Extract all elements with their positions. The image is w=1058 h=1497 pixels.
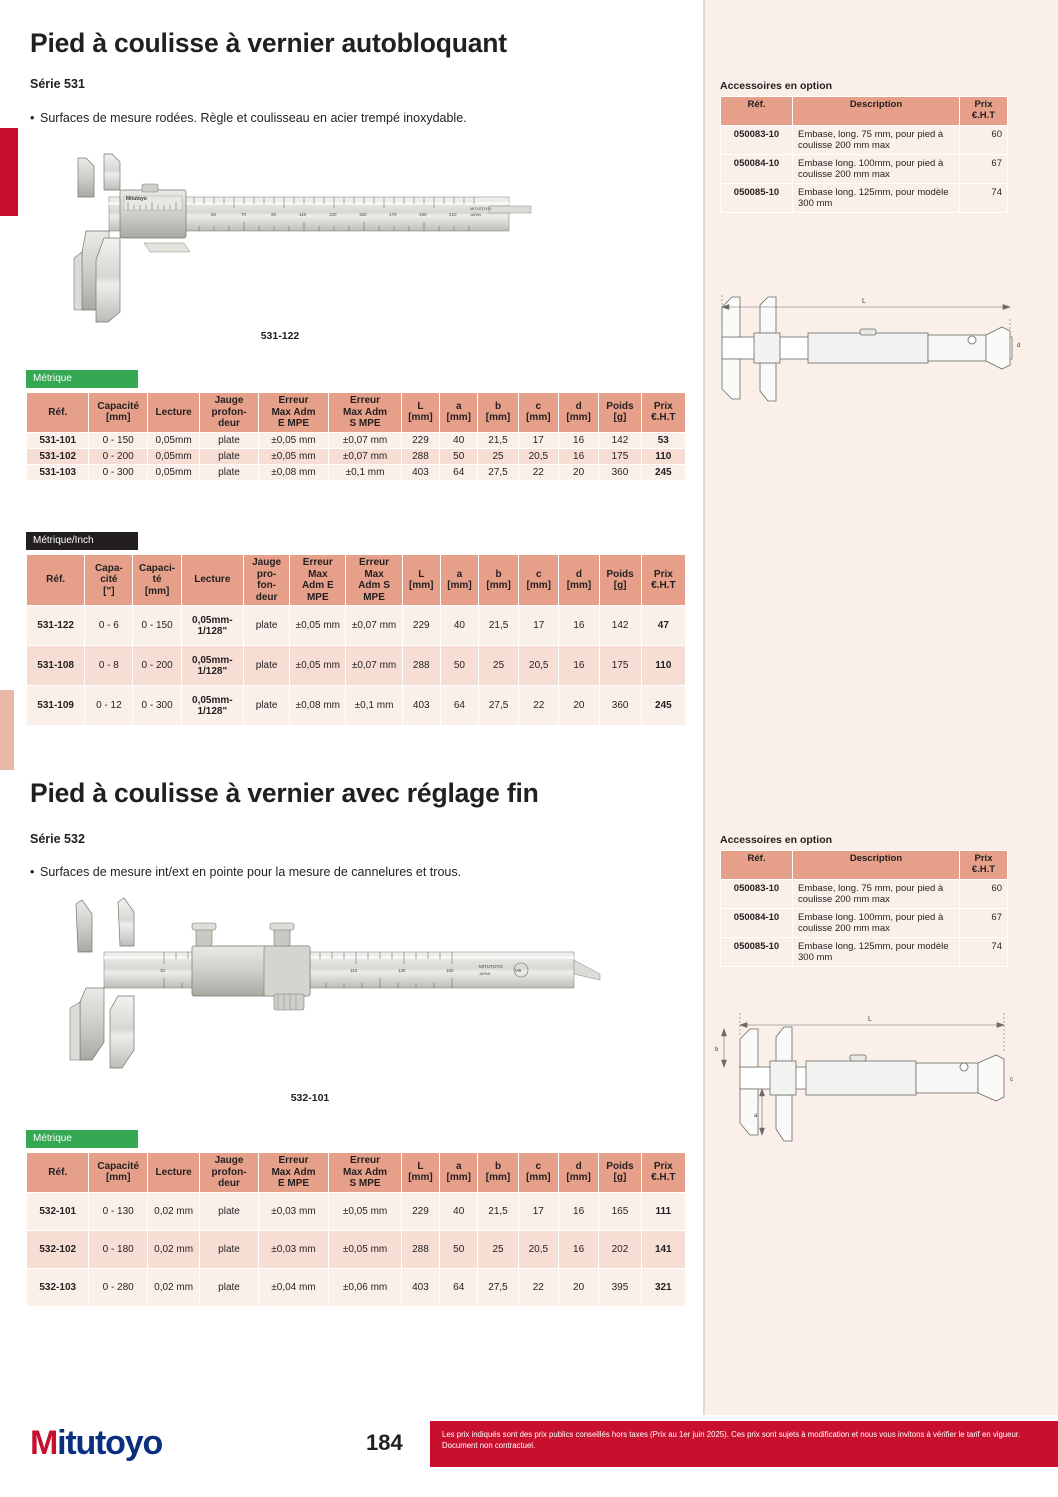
table-row (27, 1192, 686, 1230)
svg-text:170: 170 (389, 212, 397, 217)
bullet-text-2: Surfaces de mesure int/ext en pointe pour la mesure de cannelures et trous. (40, 865, 462, 879)
th-c: c [mm] (518, 1153, 558, 1193)
th-prix: Prix €.H.T (641, 555, 685, 606)
section-serie-2: Série 532 (30, 832, 85, 846)
cell-poids: 202 (599, 1230, 641, 1268)
cell-description: Embase long. 100mm, pour pied à coulisse 200 mm max (793, 154, 960, 183)
technical-drawing-532 (710, 1005, 1040, 1170)
cell-description: Embase, long. 75 mm, pour pied à coulisse 200 mm max (793, 125, 960, 154)
cell-c: 17 (518, 1192, 558, 1230)
cell-capacite-mm: 0 - 200 (133, 646, 181, 686)
cell-erreur-s: ±0,1 mm (329, 464, 402, 480)
cell-erreur-e: ±0,05 mm (290, 646, 346, 686)
cell-ref: 050083-10 (721, 879, 793, 908)
svg-text:210: 210 (449, 212, 457, 217)
cell-capacite: 0 - 280 (89, 1268, 147, 1306)
table-metric-531 (26, 392, 686, 481)
accessories-title-1: Accessoires en option (720, 80, 833, 92)
cell-lecture: 0,05mm-1/128" (181, 606, 243, 646)
cell-ref: 532-102 (27, 1230, 89, 1268)
svg-text:Mitutoyo: Mitutoyo (126, 196, 147, 202)
cell-c: 20,5 (519, 646, 559, 686)
cell-c: 17 (518, 432, 558, 448)
cell-erreur-s: ±0,06 mm (329, 1268, 402, 1306)
cell-poids: 165 (599, 1192, 641, 1230)
svg-text:190: 190 (419, 212, 427, 217)
logo-text: itutoyo (57, 1424, 163, 1462)
cell-poids: 175 (599, 646, 641, 686)
cell-jauge: plate (200, 1268, 258, 1306)
cell-L: 288 (401, 448, 439, 464)
svg-text:30: 30 (160, 968, 166, 973)
th-capacite-inch: Capa- cité ["] (85, 555, 133, 606)
cell-poids: 360 (599, 464, 641, 480)
cell-erreur-e: ±0,03 mm (258, 1230, 329, 1268)
cell-prix: 110 (641, 448, 685, 464)
cell-jauge: plate (200, 464, 258, 480)
cell-ref: 531-108 (27, 646, 85, 686)
cell-ref: 531-102 (27, 448, 89, 464)
th-b: b [mm] (478, 393, 518, 433)
th-ref: Réf. (721, 97, 793, 126)
cell-ref: 050083-10 (721, 125, 793, 154)
cell-a: 50 (440, 646, 478, 686)
cell-erreur-s: ±0,05 mm (329, 1192, 402, 1230)
cell-a: 40 (440, 1192, 478, 1230)
svg-text:150: 150 (359, 212, 367, 217)
cell-capacite: 0 - 300 (89, 464, 147, 480)
cell-b: 25 (478, 1230, 518, 1268)
svg-text:110: 110 (299, 212, 307, 217)
th-a: a [mm] (440, 1153, 478, 1193)
cell-b: 27,5 (478, 464, 518, 480)
cell-erreur-e: ±0,05 mm (258, 448, 329, 464)
th-L: L [mm] (401, 1153, 439, 1193)
table-row (27, 1230, 686, 1268)
th-erreur-e: Erreur Max Adm E MPE (290, 555, 346, 606)
cell-L: 288 (401, 1230, 439, 1268)
cell-prix: 245 (641, 686, 685, 726)
th-ref: Réf. (721, 851, 793, 880)
cell-b: 27,5 (479, 686, 519, 726)
cell-jauge: plate (243, 686, 289, 726)
th-capacite: Capacité [mm] (89, 393, 147, 433)
svg-text:130: 130 (398, 968, 406, 973)
th-c: c [mm] (518, 393, 558, 433)
cell-poids: 395 (599, 1268, 641, 1306)
th-erreur-e: Erreur Max Adm E MPE (258, 1153, 329, 1193)
cell-b: 21,5 (478, 432, 518, 448)
cell-d: 16 (559, 646, 599, 686)
svg-text:150: 150 (446, 968, 454, 973)
th-description: Description (793, 97, 960, 126)
th-erreur-s: Erreur Max Adm S MPE (329, 393, 402, 433)
tag-metric-2: Métrique (26, 1130, 138, 1148)
svg-text:50: 50 (211, 212, 217, 217)
product-photo-531-122 (34, 140, 534, 325)
cell-ref: 050085-10 (721, 183, 793, 212)
th-b: b [mm] (479, 555, 519, 606)
table-row (721, 154, 1008, 183)
th-lecture: Lecture (147, 393, 199, 433)
cell-b: 25 (479, 646, 519, 686)
image-caption-2: 532-101 (290, 1092, 330, 1104)
cell-ref: 531-101 (27, 432, 89, 448)
th-erreur-s: Erreur Max Adm S MPE (329, 1153, 402, 1193)
cell-prix: 321 (641, 1268, 685, 1306)
cell-prix: 74 (960, 937, 1008, 966)
th-c: c [mm] (519, 555, 559, 606)
cell-prix: 67 (960, 154, 1008, 183)
table-row (27, 448, 686, 464)
svg-text:130: 130 (329, 212, 337, 217)
th-ref: Réf. (27, 555, 85, 606)
cell-ref: 532-103 (27, 1268, 89, 1306)
cell-lecture: 0,02 mm (147, 1230, 199, 1268)
cell-d: 16 (558, 448, 598, 464)
th-lecture: Lecture (147, 1153, 199, 1193)
th-jauge: Jauge profon- deur (200, 1153, 258, 1193)
cell-prix: 67 (960, 908, 1008, 937)
cell-erreur-s: ±0,07 mm (329, 432, 402, 448)
dim-label-c: c (1010, 1077, 1013, 1083)
cell-d: 16 (558, 1230, 598, 1268)
cell-erreur-e: ±0,05 mm (258, 432, 329, 448)
table-header-row (27, 555, 686, 606)
cell-ref: 050085-10 (721, 937, 793, 966)
cell-prix: 110 (641, 646, 685, 686)
cell-erreur-e: ±0,04 mm (258, 1268, 329, 1306)
mitutoyo-logo: Mitutoyo (30, 1424, 163, 1462)
th-erreur-e: Erreur Max Adm E MPE (258, 393, 329, 433)
cell-b: 25 (478, 448, 518, 464)
cell-erreur-s: ±0,07 mm (329, 448, 402, 464)
cell-description: Embase long. 125mm, pour modèle 300 mm (793, 183, 960, 212)
cell-erreur-e: ±0,08 mm (258, 464, 329, 480)
cell-lecture: 0,02 mm (147, 1268, 199, 1306)
column-divider (703, 0, 705, 1415)
cell-description: Embase, long. 75 mm, pour pied à coulisse 200 mm max (793, 879, 960, 908)
cell-c: 20,5 (518, 448, 558, 464)
accessories-title-2: Accessoires en option (720, 834, 833, 846)
th-poids: Poids [g] (599, 393, 641, 433)
cell-capacite-inch: 0 - 12 (85, 686, 133, 726)
section-title-2: Pied à coulisse à vernier avec réglage fin (30, 778, 539, 808)
cell-d: 20 (558, 464, 598, 480)
cell-lecture: 0,05mm (147, 432, 199, 448)
cell-jauge: plate (200, 432, 258, 448)
cell-erreur-e: ±0,03 mm (258, 1192, 329, 1230)
cell-erreur-s: ±0,05 mm (329, 1230, 402, 1268)
th-jauge: Jauge profon- deur (200, 393, 258, 433)
cell-prix: 60 (960, 125, 1008, 154)
product-photo-532-101 (34, 890, 604, 1090)
th-prix: Prix €.H.T (960, 851, 1008, 880)
cell-jauge: plate (200, 1192, 258, 1230)
th-d: d [mm] (559, 555, 599, 606)
cell-a: 50 (440, 1230, 478, 1268)
table-row (27, 646, 686, 686)
table-row (721, 879, 1008, 908)
technical-drawing-531 (710, 285, 1040, 410)
dim-label-d: d (1017, 343, 1021, 349)
table-row (27, 464, 686, 480)
cell-ref: 531-103 (27, 464, 89, 480)
cell-d: 16 (559, 606, 599, 646)
svg-text:MITUTOYO: MITUTOYO (470, 206, 492, 211)
table-row (27, 686, 686, 726)
th-prix: Prix €.H.T (960, 97, 1008, 126)
cell-c: 22 (518, 1268, 558, 1306)
svg-text:MITUTOYO: MITUTOYO (479, 964, 503, 969)
left-secondary-tab (0, 690, 14, 770)
cell-ref: 050084-10 (721, 154, 793, 183)
cell-L: 403 (401, 1268, 439, 1306)
cell-jauge: plate (200, 1230, 258, 1268)
table-row (721, 937, 1008, 966)
table-row (27, 606, 686, 646)
dim-label-L: L (862, 298, 866, 305)
th-d: d [mm] (558, 393, 598, 433)
th-lecture: Lecture (181, 555, 243, 606)
th-jauge: Jauge pro- fon- deur (243, 555, 289, 606)
cell-lecture: 0,02 mm (147, 1192, 199, 1230)
cell-capacite-mm: 0 - 150 (133, 606, 181, 646)
cell-prix: 60 (960, 879, 1008, 908)
cell-jauge: plate (200, 448, 258, 464)
cell-L: 403 (402, 686, 440, 726)
cell-a: 64 (440, 464, 478, 480)
cell-erreur-s: ±0,1 mm (346, 686, 402, 726)
dim-label-a: a (754, 1113, 758, 1119)
cell-lecture: 0,05mm-1/128" (181, 646, 243, 686)
cell-capacite: 0 - 130 (89, 1192, 147, 1230)
th-L: L [mm] (402, 555, 440, 606)
cell-poids: 142 (599, 606, 641, 646)
cell-b: 21,5 (479, 606, 519, 646)
cell-c: 22 (519, 686, 559, 726)
dim-label-b: b (715, 1047, 719, 1053)
cell-erreur-s: ±0,07 mm (346, 606, 402, 646)
cell-jauge: plate (243, 646, 289, 686)
cell-ref: 531-122 (27, 606, 85, 646)
cell-L: 229 (401, 432, 439, 448)
th-a: a [mm] (440, 393, 478, 433)
cell-capacite-mm: 0 - 300 (133, 686, 181, 726)
cell-ref: 532-101 (27, 1192, 89, 1230)
accessories-table-2 (720, 850, 1008, 967)
cell-c: 22 (518, 464, 558, 480)
cell-capacite: 0 - 180 (89, 1230, 147, 1268)
cell-a: 64 (440, 686, 478, 726)
cell-ref: 531-109 (27, 686, 85, 726)
svg-text:JAPAN: JAPAN (479, 972, 491, 976)
svg-text:110: 110 (350, 968, 358, 973)
table-metric-532 (26, 1152, 686, 1307)
tag-metric-1: Métrique (26, 370, 138, 388)
th-poids: Poids [g] (599, 555, 641, 606)
cell-lecture: 0,05mm (147, 464, 199, 480)
table-row (721, 908, 1008, 937)
cell-capacite-inch: 0 - 8 (85, 646, 133, 686)
cell-a: 40 (440, 606, 478, 646)
cell-c: 20,5 (518, 1230, 558, 1268)
table-row (27, 1268, 686, 1306)
bullet-text-1: Surfaces de mesure rodées. Règle et coulisseau en acier trempé inoxydable. (40, 111, 467, 125)
tag-metric-inch-1: Métrique/Inch (26, 532, 138, 550)
dim-label-L: L (868, 1016, 872, 1023)
cell-capacite-inch: 0 - 6 (85, 606, 133, 646)
th-poids: Poids [g] (599, 1153, 641, 1193)
th-ref: Réf. (27, 1153, 89, 1193)
cell-L: 403 (401, 464, 439, 480)
svg-text:90: 90 (271, 212, 277, 217)
cell-prix: 53 (641, 432, 685, 448)
table-header-row (721, 97, 1008, 126)
cell-poids: 175 (599, 448, 641, 464)
cell-prix: 141 (641, 1230, 685, 1268)
cell-a: 64 (440, 1268, 478, 1306)
table-header-row (721, 851, 1008, 880)
cell-b: 27,5 (478, 1268, 518, 1306)
left-red-tab (0, 128, 18, 216)
accessories-table-1 (720, 96, 1008, 213)
cell-d: 16 (558, 1192, 598, 1230)
th-ref: Réf. (27, 393, 89, 433)
cell-erreur-s: ±0,07 mm (346, 646, 402, 686)
th-prix: Prix €.H.T (641, 393, 685, 433)
section-serie-1: Série 531 (30, 77, 85, 91)
th-d: d [mm] (558, 1153, 598, 1193)
cell-poids: 142 (599, 432, 641, 448)
cell-erreur-e: ±0,05 mm (290, 606, 346, 646)
cell-prix: 245 (641, 464, 685, 480)
th-description: Description (793, 851, 960, 880)
cell-erreur-e: ±0,08 mm (290, 686, 346, 726)
section-title-1: Pied à coulisse à vernier autobloquant (30, 28, 507, 58)
section-bullet-1: • Surfaces de mesure rodées. Règle et coulisseau en acier trempé inoxydable. (30, 111, 467, 125)
cell-c: 17 (519, 606, 559, 646)
svg-text:JAPAN: JAPAN (470, 213, 482, 217)
page-number: 184 (366, 1430, 403, 1455)
svg-text:M9: M9 (515, 968, 522, 973)
table-row (721, 125, 1008, 154)
cell-a: 40 (440, 432, 478, 448)
cell-prix: 74 (960, 183, 1008, 212)
cell-description: Embase long. 100mm, pour pied à coulisse 200 mm max (793, 908, 960, 937)
cell-d: 16 (558, 432, 598, 448)
cell-b: 21,5 (478, 1192, 518, 1230)
table-header-row (27, 393, 686, 433)
footer-disclaimer: Les prix indiqués sont des prix publics conseillés hors taxes (Prix au 1er juin 2025). Ces prix sont sujets à modification et nous vous invitons à vérifier le tarif en vigueur. Document non contractuel. (430, 1421, 1058, 1467)
th-b: b [mm] (478, 1153, 518, 1193)
section-bullet-2: • Surfaces de mesure int/ext en pointe pour la mesure de cannelures et trous. (30, 865, 462, 879)
cell-d: 20 (559, 686, 599, 726)
table-row (27, 432, 686, 448)
cell-description: Embase long. 125mm, pour modèle 300 mm (793, 937, 960, 966)
cell-capacite: 0 - 200 (89, 448, 147, 464)
cell-jauge: plate (243, 606, 289, 646)
cell-d: 20 (558, 1268, 598, 1306)
th-L: L [mm] (401, 393, 439, 433)
cell-prix: 111 (641, 1192, 685, 1230)
th-a: a [mm] (440, 555, 478, 606)
svg-text:70: 70 (241, 212, 247, 217)
cell-L: 229 (402, 606, 440, 646)
cell-a: 50 (440, 448, 478, 464)
cell-ref: 050084-10 (721, 908, 793, 937)
th-capacite-mm: Capaci- té [mm] (133, 555, 181, 606)
table-row (721, 183, 1008, 212)
cell-capacite: 0 - 150 (89, 432, 147, 448)
cell-lecture: 0,05mm (147, 448, 199, 464)
cell-lecture: 0,05mm-1/128" (181, 686, 243, 726)
table-metric-inch-531 (26, 554, 686, 726)
image-caption-1: 531-122 (260, 330, 300, 342)
cell-prix: 47 (641, 606, 685, 646)
cell-L: 229 (401, 1192, 439, 1230)
th-capacite: Capacité [mm] (89, 1153, 147, 1193)
cell-poids: 360 (599, 686, 641, 726)
th-erreur-s: Erreur Max Adm S MPE (346, 555, 402, 606)
table-header-row (27, 1153, 686, 1193)
cell-L: 288 (402, 646, 440, 686)
th-prix: Prix €.H.T (641, 1153, 685, 1193)
